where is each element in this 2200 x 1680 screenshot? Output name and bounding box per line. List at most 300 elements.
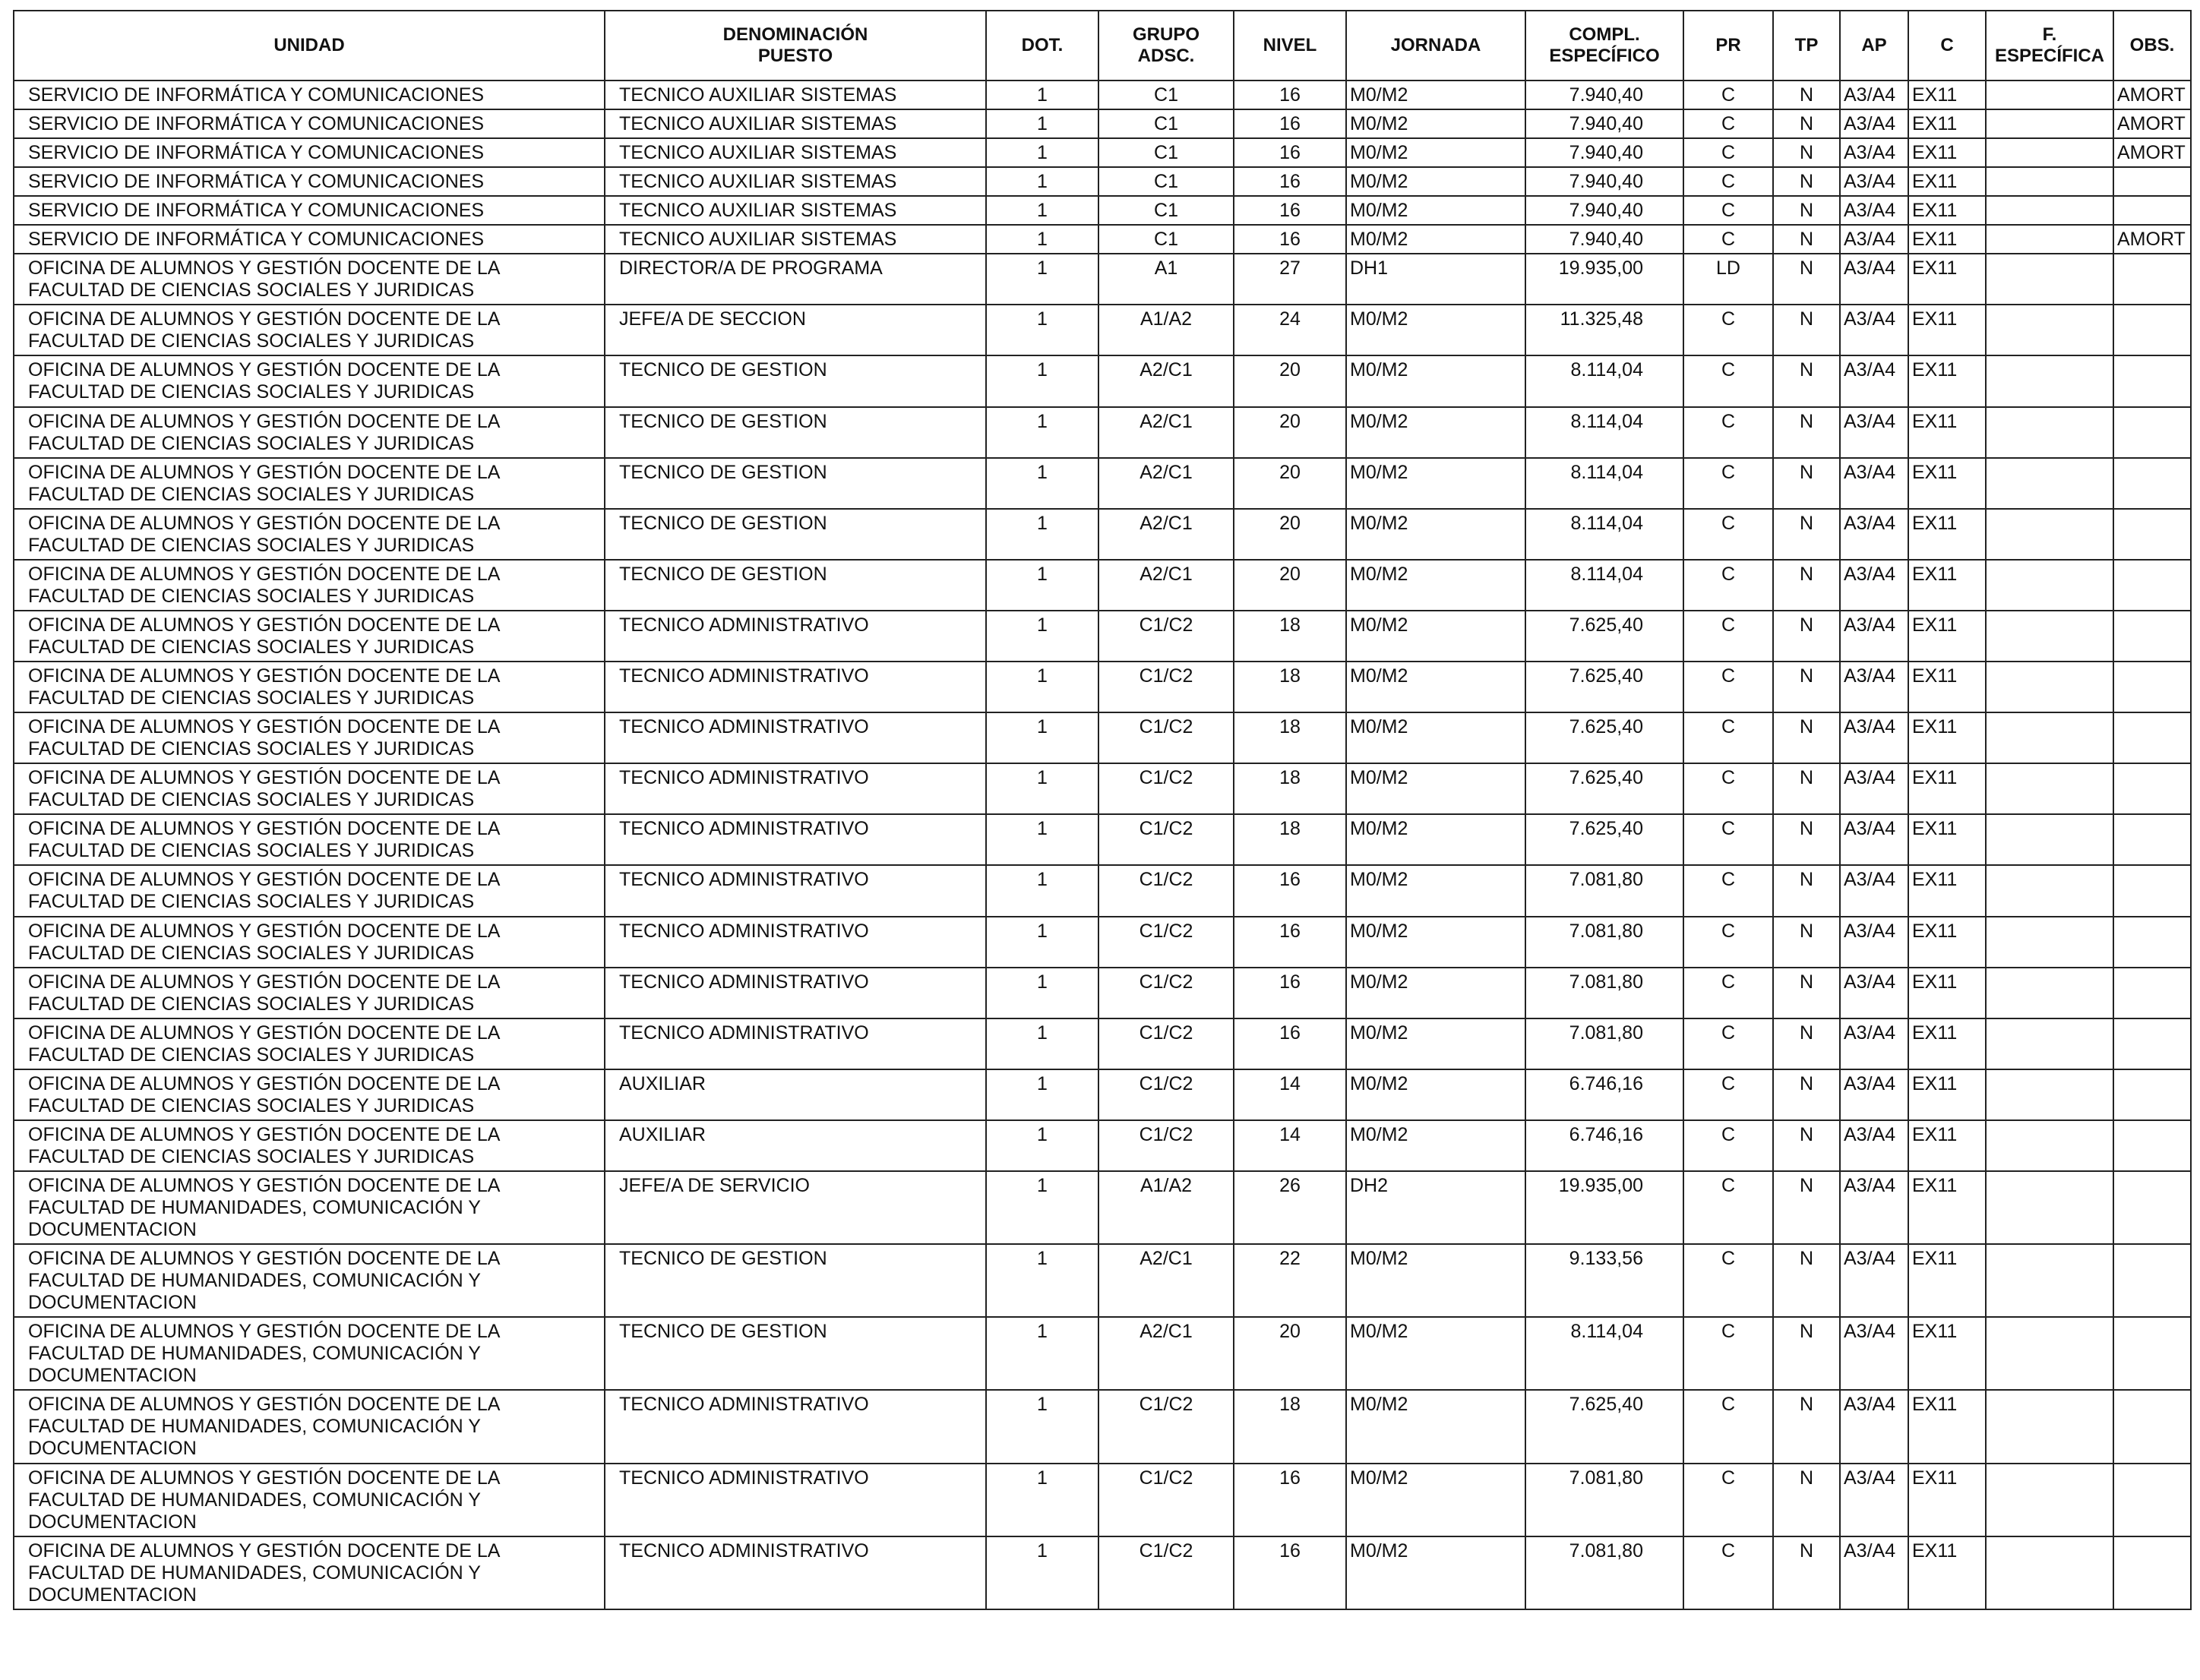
- cell-jornada: M0/M2: [1346, 814, 1525, 865]
- cell-obs: [2113, 560, 2191, 611]
- cell-denominacion: JEFE/A DE SERVICIO: [605, 1171, 986, 1244]
- column-header-line: DENOMINACIÓN: [722, 24, 868, 45]
- cell-pr: C: [1683, 712, 1773, 763]
- cell-obs: [2113, 1317, 2191, 1390]
- cell-c: EX11: [1908, 305, 1986, 355]
- cell-pr: C: [1683, 865, 1773, 916]
- cell-obs: AMORT: [2113, 225, 2191, 254]
- table-row: [14, 196, 2191, 225]
- cell-unidad: OFICINA DE ALUMNOS Y GESTIÓN DOCENTE DE LA FACULTAD DE CIENCIAS SOCIALES Y JURIDICAS: [14, 1120, 605, 1171]
- cell-dot: 1: [986, 407, 1098, 458]
- cell-nivel: 18: [1234, 1390, 1346, 1463]
- cell-tp: N: [1773, 712, 1840, 763]
- table-row: [14, 1536, 2191, 1609]
- cell-denominacion: TECNICO ADMINISTRATIVO: [605, 763, 986, 814]
- cell-denominacion: TECNICO ADMINISTRATIVO: [605, 611, 986, 662]
- cell-tp: N: [1773, 1171, 1840, 1244]
- cell-fesp: [1986, 662, 2113, 712]
- cell-jornada: M0/M2: [1346, 1018, 1525, 1069]
- column-header-line: AP: [1861, 35, 1887, 55]
- cell-grupo: C1/C2: [1098, 968, 1234, 1018]
- cell-compl: 8.114,04: [1525, 1317, 1683, 1390]
- cell-tp: N: [1773, 865, 1840, 916]
- cell-denominacion: TECNICO AUXILIAR SISTEMAS: [605, 225, 986, 254]
- table-row: [14, 225, 2191, 254]
- table-row: [14, 611, 2191, 662]
- cell-c: EX11: [1908, 407, 1986, 458]
- cell-obs: [2113, 509, 2191, 560]
- cell-grupo: A1/A2: [1098, 1171, 1234, 1244]
- column-header-denominacion: [605, 11, 986, 81]
- cell-nivel: 18: [1234, 662, 1346, 712]
- cell-fesp: [1986, 1244, 2113, 1317]
- cell-dot: 1: [986, 968, 1098, 1018]
- cell-fesp: [1986, 712, 2113, 763]
- cell-dot: 1: [986, 917, 1098, 968]
- cell-grupo: C1/C2: [1098, 712, 1234, 763]
- column-header-compl: [1525, 11, 1683, 81]
- cell-compl: 7.625,40: [1525, 763, 1683, 814]
- cell-grupo: C1/C2: [1098, 1018, 1234, 1069]
- cell-jornada: M0/M2: [1346, 1536, 1525, 1609]
- column-header-tp: [1773, 11, 1840, 81]
- cell-jornada: M0/M2: [1346, 138, 1525, 167]
- cell-nivel: 20: [1234, 355, 1346, 406]
- cell-obs: AMORT: [2113, 81, 2191, 109]
- cell-unidad: OFICINA DE ALUMNOS Y GESTIÓN DOCENTE DE LA FACULTAD DE HUMANIDADES, COMUNICACIÓN Y DOCUMENTACION: [14, 1244, 605, 1317]
- cell-dot: 1: [986, 167, 1098, 196]
- cell-nivel: 18: [1234, 712, 1346, 763]
- cell-dot: 1: [986, 81, 1098, 109]
- cell-denominacion: TECNICO ADMINISTRATIVO: [605, 712, 986, 763]
- cell-unidad: OFICINA DE ALUMNOS Y GESTIÓN DOCENTE DE LA FACULTAD DE CIENCIAS SOCIALES Y JURIDICAS: [14, 305, 605, 355]
- table-row: [14, 814, 2191, 865]
- cell-jornada: M0/M2: [1346, 305, 1525, 355]
- cell-pr: C: [1683, 1317, 1773, 1390]
- cell-nivel: 16: [1234, 81, 1346, 109]
- cell-pr: C: [1683, 968, 1773, 1018]
- cell-dot: 1: [986, 1018, 1098, 1069]
- cell-c: EX11: [1908, 1120, 1986, 1171]
- cell-fesp: [1986, 1171, 2113, 1244]
- cell-pr: C: [1683, 917, 1773, 968]
- cell-fesp: [1986, 1120, 2113, 1171]
- cell-obs: [2113, 611, 2191, 662]
- cell-fesp: [1986, 109, 2113, 138]
- cell-compl: 7.940,40: [1525, 109, 1683, 138]
- cell-c: EX11: [1908, 814, 1986, 865]
- cell-nivel: 16: [1234, 917, 1346, 968]
- cell-obs: [2113, 1069, 2191, 1120]
- column-header-grupo: [1098, 11, 1234, 81]
- cell-obs: [2113, 254, 2191, 305]
- cell-c: EX11: [1908, 712, 1986, 763]
- cell-unidad: SERVICIO DE INFORMÁTICA Y COMUNICACIONES: [14, 81, 605, 109]
- cell-tp: N: [1773, 109, 1840, 138]
- column-header-ap: [1840, 11, 1908, 81]
- cell-ap: A3/A4: [1840, 1317, 1908, 1390]
- cell-compl: 8.114,04: [1525, 560, 1683, 611]
- cell-ap: A3/A4: [1840, 1018, 1908, 1069]
- cell-dot: 1: [986, 1244, 1098, 1317]
- cell-nivel: 16: [1234, 167, 1346, 196]
- cell-nivel: 20: [1234, 458, 1346, 509]
- cell-compl: 7.625,40: [1525, 814, 1683, 865]
- cell-unidad: SERVICIO DE INFORMÁTICA Y COMUNICACIONES: [14, 167, 605, 196]
- cell-dot: 1: [986, 225, 1098, 254]
- cell-jornada: M0/M2: [1346, 509, 1525, 560]
- cell-unidad: OFICINA DE ALUMNOS Y GESTIÓN DOCENTE DE LA FACULTAD DE HUMANIDADES, COMUNICACIÓN Y DOCUMENTACION: [14, 1536, 605, 1609]
- cell-ap: A3/A4: [1840, 763, 1908, 814]
- cell-denominacion: TECNICO DE GESTION: [605, 509, 986, 560]
- cell-jornada: M0/M2: [1346, 1069, 1525, 1120]
- cell-c: EX11: [1908, 355, 1986, 406]
- column-header-pr: [1683, 11, 1773, 81]
- cell-denominacion: TECNICO DE GESTION: [605, 1244, 986, 1317]
- table-row: [14, 1390, 2191, 1463]
- table-row: [14, 917, 2191, 968]
- table-row: [14, 763, 2191, 814]
- cell-fesp: [1986, 509, 2113, 560]
- cell-jornada: M0/M2: [1346, 560, 1525, 611]
- cell-grupo: C1: [1098, 138, 1234, 167]
- cell-fesp: [1986, 865, 2113, 916]
- cell-dot: 1: [986, 865, 1098, 916]
- cell-ap: A3/A4: [1840, 138, 1908, 167]
- cell-jornada: M0/M2: [1346, 763, 1525, 814]
- cell-ap: A3/A4: [1840, 109, 1908, 138]
- cell-obs: [2113, 1464, 2191, 1536]
- cell-pr: C: [1683, 1018, 1773, 1069]
- cell-grupo: C1: [1098, 167, 1234, 196]
- cell-denominacion: TECNICO DE GESTION: [605, 407, 986, 458]
- cell-jornada: M0/M2: [1346, 355, 1525, 406]
- cell-ap: A3/A4: [1840, 611, 1908, 662]
- cell-tp: N: [1773, 814, 1840, 865]
- cell-compl: 7.625,40: [1525, 662, 1683, 712]
- cell-dot: 1: [986, 611, 1098, 662]
- cell-nivel: 20: [1234, 560, 1346, 611]
- cell-tp: N: [1773, 138, 1840, 167]
- cell-obs: [2113, 662, 2191, 712]
- cell-tp: N: [1773, 1390, 1840, 1463]
- column-header-line: TP: [1794, 35, 1819, 55]
- cell-c: EX11: [1908, 1018, 1986, 1069]
- cell-nivel: 20: [1234, 407, 1346, 458]
- cell-tp: N: [1773, 611, 1840, 662]
- cell-denominacion: TECNICO AUXILIAR SISTEMAS: [605, 196, 986, 225]
- cell-jornada: M0/M2: [1346, 865, 1525, 916]
- cell-compl: 8.114,04: [1525, 509, 1683, 560]
- cell-jornada: DH2: [1346, 1171, 1525, 1244]
- cell-denominacion: TECNICO ADMINISTRATIVO: [605, 917, 986, 968]
- cell-grupo: C1/C2: [1098, 763, 1234, 814]
- cell-c: EX11: [1908, 225, 1986, 254]
- column-header-line: ADSC.: [1137, 46, 1195, 66]
- column-header-line: NIVEL: [1263, 35, 1317, 55]
- cell-fesp: [1986, 1390, 2113, 1463]
- cell-obs: [2113, 355, 2191, 406]
- cell-fesp: [1986, 814, 2113, 865]
- cell-ap: A3/A4: [1840, 509, 1908, 560]
- cell-pr: C: [1683, 81, 1773, 109]
- table-row: [14, 1018, 2191, 1069]
- column-header-obs: [2113, 11, 2191, 81]
- cell-pr: C: [1683, 1536, 1773, 1609]
- cell-compl: 7.940,40: [1525, 138, 1683, 167]
- cell-unidad: OFICINA DE ALUMNOS Y GESTIÓN DOCENTE DE LA FACULTAD DE CIENCIAS SOCIALES Y JURIDICAS: [14, 763, 605, 814]
- cell-c: EX11: [1908, 1069, 1986, 1120]
- cell-c: EX11: [1908, 167, 1986, 196]
- cell-c: EX11: [1908, 1536, 1986, 1609]
- table-row: [14, 509, 2191, 560]
- cell-fesp: [1986, 225, 2113, 254]
- table-row: [14, 109, 2191, 138]
- cell-denominacion: TECNICO ADMINISTRATIVO: [605, 662, 986, 712]
- cell-tp: N: [1773, 1244, 1840, 1317]
- cell-compl: 7.625,40: [1525, 712, 1683, 763]
- cell-denominacion: TECNICO ADMINISTRATIVO: [605, 1464, 986, 1536]
- cell-fesp: [1986, 254, 2113, 305]
- cell-ap: A3/A4: [1840, 81, 1908, 109]
- cell-dot: 1: [986, 560, 1098, 611]
- cell-fesp: [1986, 1317, 2113, 1390]
- cell-tp: N: [1773, 1069, 1840, 1120]
- table-row: [14, 1120, 2191, 1171]
- cell-grupo: C1/C2: [1098, 662, 1234, 712]
- cell-jornada: M0/M2: [1346, 712, 1525, 763]
- table-row: [14, 1317, 2191, 1390]
- cell-c: EX11: [1908, 917, 1986, 968]
- cell-compl: 6.746,16: [1525, 1069, 1683, 1120]
- column-header-nivel: [1234, 11, 1346, 81]
- column-header-fesp: [1986, 11, 2113, 81]
- cell-fesp: [1986, 1464, 2113, 1536]
- cell-unidad: SERVICIO DE INFORMÁTICA Y COMUNICACIONES: [14, 225, 605, 254]
- cell-ap: A3/A4: [1840, 305, 1908, 355]
- cell-nivel: 20: [1234, 509, 1346, 560]
- column-header-line: ESPECÍFICA: [1994, 46, 2105, 66]
- column-header-line: PUESTO: [757, 46, 833, 66]
- cell-unidad: OFICINA DE ALUMNOS Y GESTIÓN DOCENTE DE LA FACULTAD DE CIENCIAS SOCIALES Y JURIDICAS: [14, 662, 605, 712]
- table-row: [14, 305, 2191, 355]
- cell-grupo: C1/C2: [1098, 1464, 1234, 1536]
- cell-unidad: OFICINA DE ALUMNOS Y GESTIÓN DOCENTE DE LA FACULTAD DE CIENCIAS SOCIALES Y JURIDICAS: [14, 458, 605, 509]
- cell-dot: 1: [986, 1171, 1098, 1244]
- cell-dot: 1: [986, 1536, 1098, 1609]
- cell-tp: N: [1773, 305, 1840, 355]
- header-row: [14, 11, 2191, 81]
- cell-compl: 6.746,16: [1525, 1120, 1683, 1171]
- cell-grupo: C1/C2: [1098, 1536, 1234, 1609]
- cell-c: EX11: [1908, 1244, 1986, 1317]
- cell-unidad: OFICINA DE ALUMNOS Y GESTIÓN DOCENTE DE LA FACULTAD DE CIENCIAS SOCIALES Y JURIDICAS: [14, 968, 605, 1018]
- table-row: [14, 355, 2191, 406]
- cell-nivel: 14: [1234, 1120, 1346, 1171]
- cell-pr: C: [1683, 662, 1773, 712]
- cell-obs: [2113, 196, 2191, 225]
- cell-denominacion: TECNICO DE GESTION: [605, 1317, 986, 1390]
- cell-ap: A3/A4: [1840, 1171, 1908, 1244]
- cell-dot: 1: [986, 1464, 1098, 1536]
- cell-ap: A3/A4: [1840, 1069, 1908, 1120]
- table-row: [14, 865, 2191, 916]
- table-row: [14, 1069, 2191, 1120]
- cell-dot: 1: [986, 814, 1098, 865]
- cell-obs: [2113, 458, 2191, 509]
- table-row: [14, 458, 2191, 509]
- cell-nivel: 26: [1234, 1171, 1346, 1244]
- cell-nivel: 16: [1234, 196, 1346, 225]
- cell-compl: 7.625,40: [1525, 1390, 1683, 1463]
- cell-nivel: 14: [1234, 1069, 1346, 1120]
- cell-ap: A3/A4: [1840, 1536, 1908, 1609]
- cell-dot: 1: [986, 458, 1098, 509]
- cell-grupo: A1: [1098, 254, 1234, 305]
- cell-pr: C: [1683, 1171, 1773, 1244]
- cell-unidad: SERVICIO DE INFORMÁTICA Y COMUNICACIONES: [14, 138, 605, 167]
- cell-c: EX11: [1908, 763, 1986, 814]
- cell-unidad: OFICINA DE ALUMNOS Y GESTIÓN DOCENTE DE LA FACULTAD DE CIENCIAS SOCIALES Y JURIDICAS: [14, 560, 605, 611]
- cell-jornada: M0/M2: [1346, 225, 1525, 254]
- cell-pr: C: [1683, 305, 1773, 355]
- cell-ap: A3/A4: [1840, 1120, 1908, 1171]
- cell-obs: [2113, 1536, 2191, 1609]
- cell-fesp: [1986, 458, 2113, 509]
- cell-dot: 1: [986, 254, 1098, 305]
- cell-obs: AMORT: [2113, 138, 2191, 167]
- cell-denominacion: TECNICO DE GESTION: [605, 458, 986, 509]
- cell-unidad: OFICINA DE ALUMNOS Y GESTIÓN DOCENTE DE LA FACULTAD DE HUMANIDADES, COMUNICACIÓN Y DOCUMENTACION: [14, 1390, 605, 1463]
- cell-obs: [2113, 865, 2191, 916]
- cell-ap: A3/A4: [1840, 1390, 1908, 1463]
- cell-obs: [2113, 917, 2191, 968]
- cell-c: EX11: [1908, 138, 1986, 167]
- cell-compl: 19.935,00: [1525, 1171, 1683, 1244]
- cell-c: EX11: [1908, 509, 1986, 560]
- cell-pr: C: [1683, 138, 1773, 167]
- cell-ap: A3/A4: [1840, 560, 1908, 611]
- cell-compl: 7.940,40: [1525, 225, 1683, 254]
- cell-dot: 1: [986, 763, 1098, 814]
- cell-jornada: M0/M2: [1346, 611, 1525, 662]
- cell-nivel: 22: [1234, 1244, 1346, 1317]
- cell-nivel: 16: [1234, 1536, 1346, 1609]
- column-header-line: JORNADA: [1390, 35, 1481, 55]
- cell-unidad: OFICINA DE ALUMNOS Y GESTIÓN DOCENTE DE LA FACULTAD DE CIENCIAS SOCIALES Y JURIDICAS: [14, 355, 605, 406]
- cell-ap: A3/A4: [1840, 167, 1908, 196]
- cell-dot: 1: [986, 1317, 1098, 1390]
- cell-grupo: C1/C2: [1098, 917, 1234, 968]
- cell-pr: C: [1683, 109, 1773, 138]
- cell-denominacion: TECNICO ADMINISTRATIVO: [605, 814, 986, 865]
- cell-c: EX11: [1908, 865, 1986, 916]
- cell-tp: N: [1773, 917, 1840, 968]
- cell-obs: [2113, 1244, 2191, 1317]
- cell-compl: 9.133,56: [1525, 1244, 1683, 1317]
- cell-pr: C: [1683, 1120, 1773, 1171]
- cell-unidad: OFICINA DE ALUMNOS Y GESTIÓN DOCENTE DE LA FACULTAD DE CIENCIAS SOCIALES Y JURIDICAS: [14, 1018, 605, 1069]
- cell-compl: 7.081,80: [1525, 1464, 1683, 1536]
- cell-jornada: M0/M2: [1346, 1120, 1525, 1171]
- cell-tp: N: [1773, 509, 1840, 560]
- cell-grupo: A2/C1: [1098, 1244, 1234, 1317]
- cell-unidad: OFICINA DE ALUMNOS Y GESTIÓN DOCENTE DE LA FACULTAD DE CIENCIAS SOCIALES Y JURIDICAS: [14, 509, 605, 560]
- cell-ap: A3/A4: [1840, 712, 1908, 763]
- cell-tp: N: [1773, 968, 1840, 1018]
- column-header-line: OBS.: [2129, 35, 2175, 55]
- cell-fesp: [1986, 196, 2113, 225]
- cell-compl: 7.081,80: [1525, 968, 1683, 1018]
- cell-unidad: OFICINA DE ALUMNOS Y GESTIÓN DOCENTE DE LA FACULTAD DE CIENCIAS SOCIALES Y JURIDICAS: [14, 865, 605, 916]
- cell-jornada: M0/M2: [1346, 167, 1525, 196]
- cell-grupo: A2/C1: [1098, 458, 1234, 509]
- cell-tp: N: [1773, 355, 1840, 406]
- cell-tp: N: [1773, 1536, 1840, 1609]
- cell-tp: N: [1773, 560, 1840, 611]
- cell-nivel: 16: [1234, 138, 1346, 167]
- cell-nivel: 18: [1234, 814, 1346, 865]
- cell-fesp: [1986, 1536, 2113, 1609]
- cell-tp: N: [1773, 662, 1840, 712]
- cell-jornada: M0/M2: [1346, 1317, 1525, 1390]
- column-header-line: PR: [1715, 35, 1741, 55]
- cell-tp: N: [1773, 254, 1840, 305]
- column-header-unidad: [14, 11, 605, 81]
- cell-dot: 1: [986, 196, 1098, 225]
- rpt-table: [13, 10, 2192, 1610]
- cell-grupo: A2/C1: [1098, 509, 1234, 560]
- cell-c: EX11: [1908, 1317, 1986, 1390]
- column-header-line: C: [1940, 35, 1954, 55]
- cell-ap: A3/A4: [1840, 407, 1908, 458]
- cell-fesp: [1986, 407, 2113, 458]
- cell-denominacion: TECNICO AUXILIAR SISTEMAS: [605, 81, 986, 109]
- cell-unidad: OFICINA DE ALUMNOS Y GESTIÓN DOCENTE DE LA FACULTAD DE CIENCIAS SOCIALES Y JURIDICAS: [14, 1069, 605, 1120]
- cell-dot: 1: [986, 1390, 1098, 1463]
- column-header-jornada: [1346, 11, 1525, 81]
- cell-c: EX11: [1908, 1464, 1986, 1536]
- cell-obs: [2113, 1120, 2191, 1171]
- cell-nivel: 16: [1234, 109, 1346, 138]
- cell-ap: A3/A4: [1840, 814, 1908, 865]
- table-row: [14, 712, 2191, 763]
- cell-denominacion: AUXILIAR: [605, 1120, 986, 1171]
- cell-pr: LD: [1683, 254, 1773, 305]
- cell-ap: A3/A4: [1840, 355, 1908, 406]
- cell-denominacion: TECNICO DE GESTION: [605, 355, 986, 406]
- cell-obs: [2113, 712, 2191, 763]
- table-body: [14, 81, 2191, 1609]
- cell-tp: N: [1773, 196, 1840, 225]
- cell-denominacion: TECNICO ADMINISTRATIVO: [605, 1390, 986, 1463]
- cell-pr: C: [1683, 1244, 1773, 1317]
- cell-jornada: M0/M2: [1346, 407, 1525, 458]
- cell-compl: 7.081,80: [1525, 1536, 1683, 1609]
- cell-pr: C: [1683, 167, 1773, 196]
- cell-grupo: A2/C1: [1098, 355, 1234, 406]
- cell-obs: AMORT: [2113, 109, 2191, 138]
- table-row: [14, 1171, 2191, 1244]
- cell-pr: C: [1683, 225, 1773, 254]
- cell-obs: [2113, 167, 2191, 196]
- cell-jornada: M0/M2: [1346, 1464, 1525, 1536]
- cell-unidad: OFICINA DE ALUMNOS Y GESTIÓN DOCENTE DE LA FACULTAD DE CIENCIAS SOCIALES Y JURIDICAS: [14, 407, 605, 458]
- cell-fesp: [1986, 138, 2113, 167]
- cell-denominacion: TECNICO DE GESTION: [605, 560, 986, 611]
- cell-pr: C: [1683, 560, 1773, 611]
- cell-ap: A3/A4: [1840, 1464, 1908, 1536]
